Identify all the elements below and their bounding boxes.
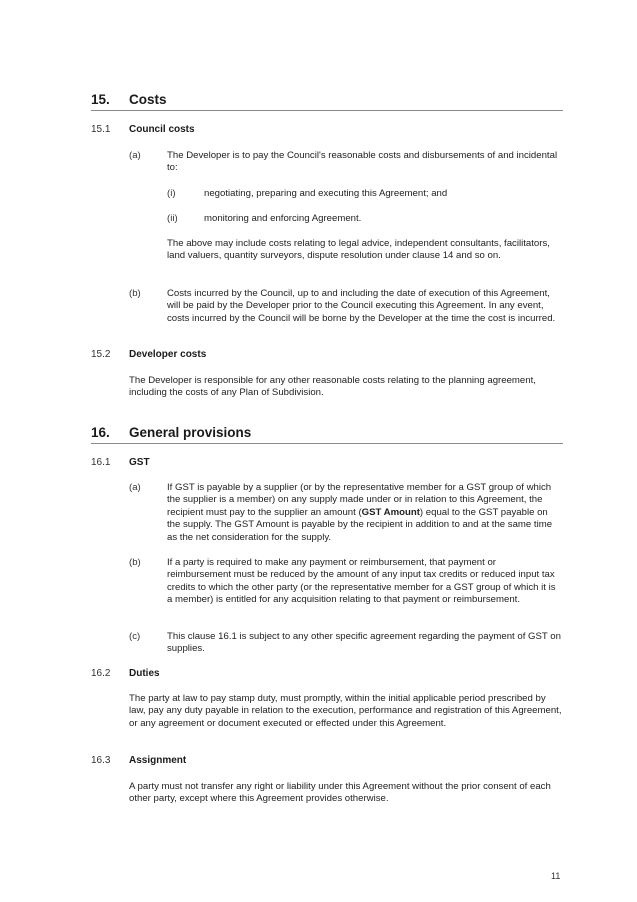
subsection-number: 15.1 [91, 124, 111, 135]
subsection-text: A party must not transfer any right or liability under this Agreement without the prior consent of each other party, except where this Agreement provides otherwise. [129, 781, 551, 805]
section-title: General provisions [129, 425, 252, 440]
subsection-title: Duties [129, 668, 160, 679]
subitem-text: negotiating, preparing and executing this Agreement; and [204, 188, 448, 199]
item-text: If a party is required to make any payment or reimbursement, that payment or reimbursement must be reduced by the amount of any input tax credits or reduced input tax credits to which the other party (or the representative member for a GST group of which it is a member) is entitled for any acquisition relating to that payment or reimbursement. [167, 557, 556, 606]
subsection-number: 16.1 [91, 457, 111, 468]
subsection-number: 16.3 [91, 755, 111, 766]
page-number: 11 [551, 871, 561, 881]
subitem-label: (ii) [167, 213, 178, 224]
subsection-title: Council costs [129, 124, 195, 135]
item-text-part: ) equal to the GST payable on the supply. The GST Amount is payable by the recipient in addition to and at the same time as the net consideration for the supply. [167, 506, 553, 543]
item-text [167, 482, 562, 544]
item-text-part: If GST is payable by a supplier (or by the representative member for a GST group of which the supplier is a member) on any supply made under or in relation to this Agreement, the recipient must pay to the supplier an amount ( [167, 482, 552, 518]
item-label: (b) [129, 557, 141, 568]
subitem-label: (i) [167, 188, 176, 199]
subsection-text: The Developer is responsible for any other reasonable costs relating to the planning agreement, including the costs of any Plan of Subdivision. [129, 375, 536, 399]
section-title: Costs [129, 92, 167, 107]
item-text: The Developer is to pay the Council's reasonable costs and disbursements of and incidental to: [167, 150, 558, 174]
item-label: (a) [129, 150, 141, 161]
section-divider [91, 110, 563, 111]
item-label: (c) [129, 631, 141, 642]
subsection-title: Assignment [129, 755, 187, 766]
subsection-title: GST [129, 457, 150, 468]
section-number: 16. [91, 425, 110, 440]
item-followup-text: The above may include costs relating to legal advice, independent consultants, facilitators, land valuers, quantity surveyors, dispute resolution under clause 14 and so on. [167, 238, 550, 262]
item-text: Costs incurred by the Council, up to and including the date of execution of this Agreement, will be paid by the Developer prior to the Council executing this Agreement. In any event, costs incurred by the Council will be borne by the Developer at the time the cost is incurred. [167, 288, 556, 324]
subsection-number: 16.2 [91, 668, 111, 679]
subitem-text: monitoring and enforcing Agreement. [204, 213, 362, 224]
section-divider [91, 443, 563, 444]
section-number: 15. [91, 92, 110, 107]
defined-term: GST Amount [361, 506, 420, 518]
item-label: (b) [129, 288, 141, 299]
subsection-number: 15.2 [91, 349, 111, 360]
item-text: This clause 16.1 is subject to any other specific agreement regarding the payment of GST on supplies. [167, 631, 561, 655]
subsection-title: Developer costs [129, 349, 207, 360]
subsection-text: The party at law to pay stamp duty, must promptly, within the initial applicable period prescribed by law, pay any duty payable in relation to the execution, performance and registration of this Agreement, or any agreement or document executed or effected under this Agreement. [129, 693, 562, 729]
item-label: (a) [129, 482, 141, 493]
